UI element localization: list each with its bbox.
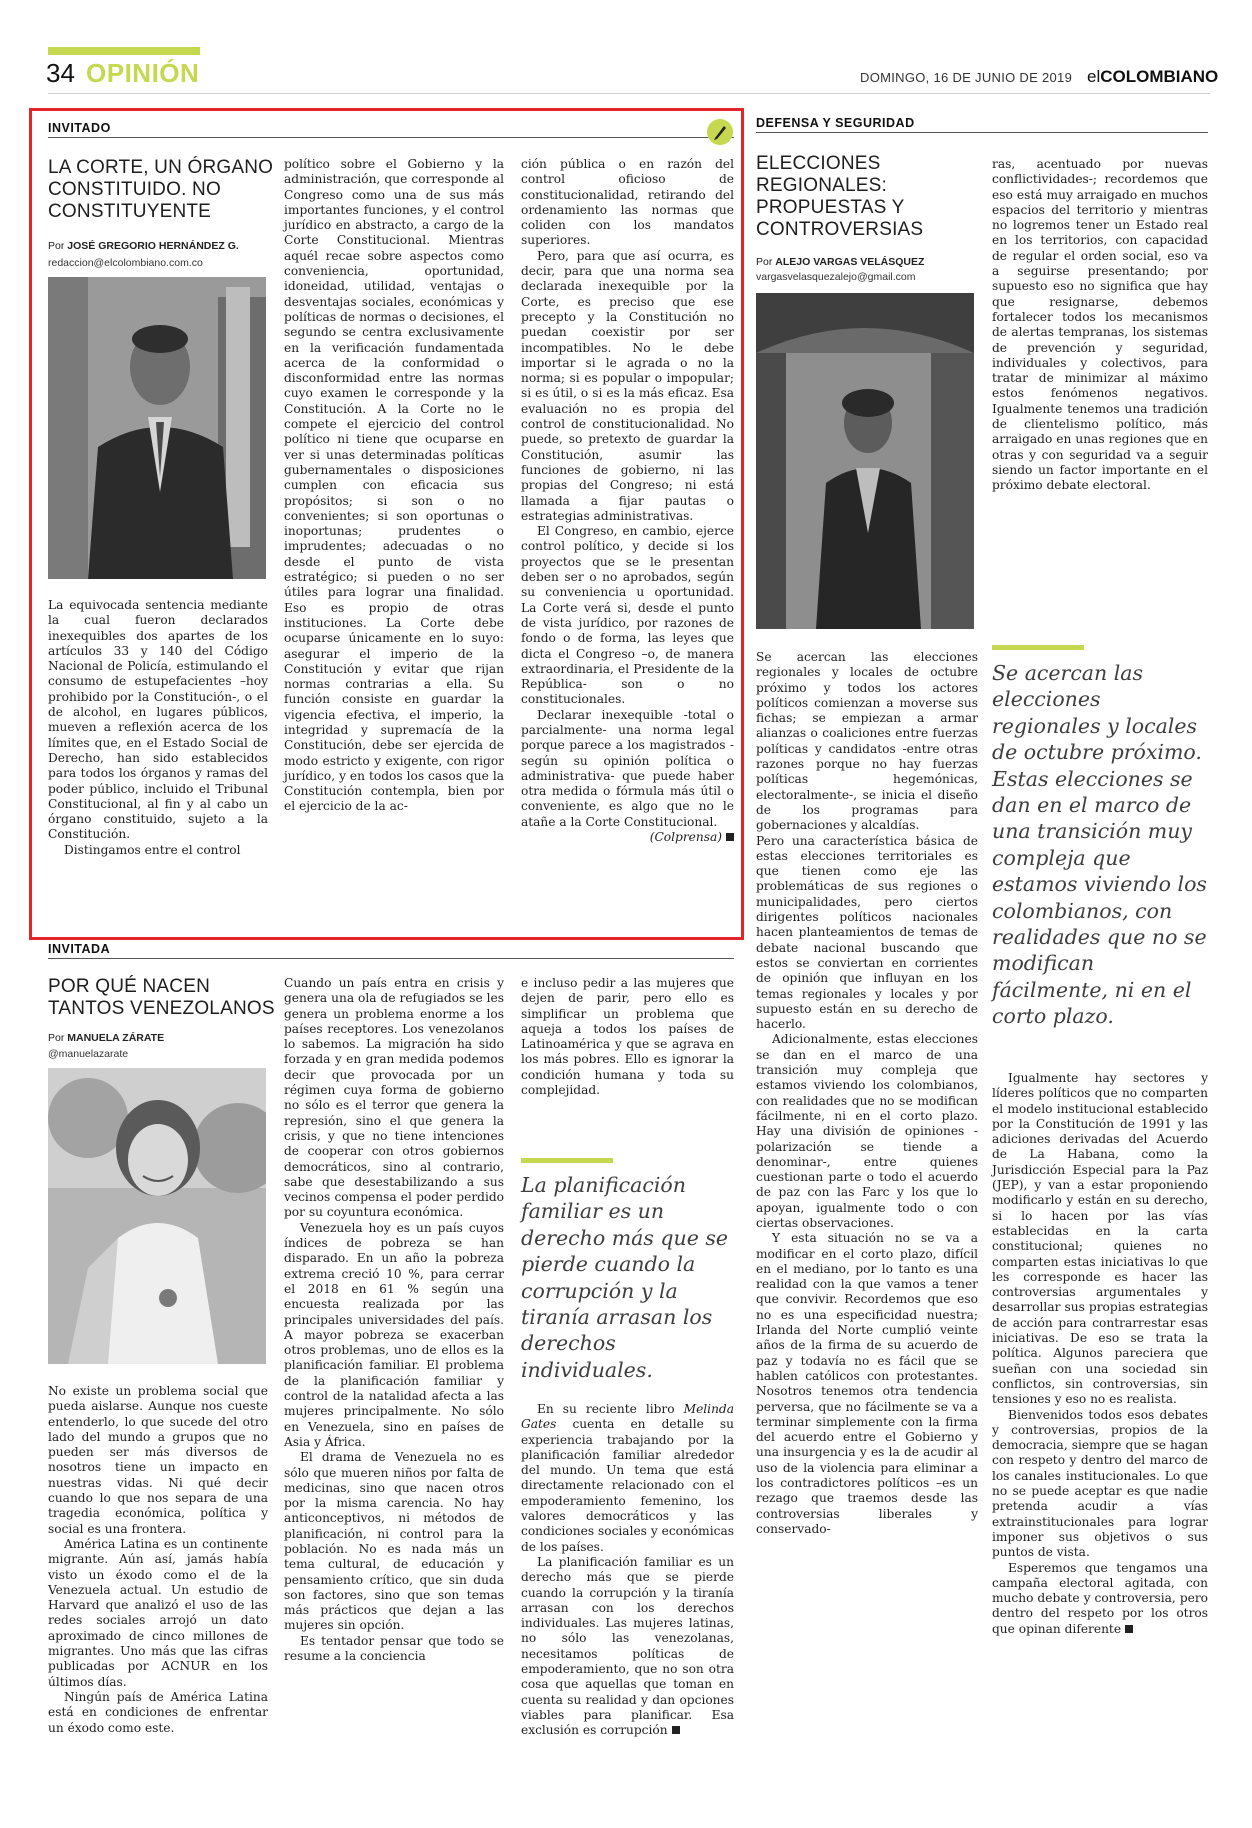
article2-kicker: INVITADA: [48, 942, 111, 956]
article1-column-3: ción pública o en razón del control oficioso de constitucionalidad, retirando del ordenamiento las normas que coliden con los mandatos superiores. Pero, para que así ocurra, es decir, para que una norma sea declarada inexequible por la Corte, es preciso que ese precepto y la Constitución no puedan coexistir por ser incompatibles. No le debe importar si le agrada o no la norma; si es popular o impopular; si es útil, o si es la más eficaz. Esa evaluación no es propia del control de constitucionalidad. No puede, so pretexto de guardar la Constitución, asumir las funciones de gobierno, ni las propias del Congreso; ni está llamada a fijar pautas o estrategias administrativas. El Congreso, en cambio, ejerce control político, y decide si los proyectos que se le presentan deben ser o no aprobados, según su conveniencia u oportunidad. La Corte verá si, desde el punto de vista jurídico, por razones de fondo o de forma, las leyes que dicta el Congreso –o, de manera extraordinaria, el Presidente de la República- son o no constitucionales. Declarar inexequible -total o parcialmente- una norma legal porque parece a los magistrados -según su opinión política o administrativa- que puede haber otra medida o fórmula más útil o conveniente, es algo que no le atañe a la Corte Constitucional. (Colprensa): [521, 157, 734, 845]
header-divider: [48, 93, 1210, 94]
book-title: Melinda Gates: [521, 1402, 734, 1432]
pen-icon: [707, 119, 733, 145]
article2-title: POR QUÉ NACEN TANTOS VENEZOLANOS: [48, 976, 275, 1019]
article2-column-3: e incluso pedir a las mujeres que dejen de parir, pero ello es simplificar un problema que aqueja a todos los países de Latinoamérica y que se agrava en los más pobres. Ello es ignorar la condición humana y toda su complejidad.: [521, 976, 734, 1098]
article2-byline: Por MANUELA ZÁRATE: [48, 1032, 165, 1044]
end-mark: [672, 1726, 680, 1734]
article1-column-1: La equivocada sentencia mediante la cual fueron declarados inexequibles dos apartes de los artículos 33 y 140 del Código Nacional de Policía, estimulando el consumo de estupefacientes –hoy prohibido por la Constitución-, o el de alcohol, en lugares públicos, mueven a reflexión acerca de los límites que, en el Estado Social de Derecho, han sido establecidos para todos los órganos y ramas del poder público, incluido el Tribunal Constitucional, al fin y al cabo un órgano constituido, sujeto a la Constitución. Distingamos entre el control: [48, 598, 268, 857]
article2-pullquote: La planificación familiar es un derecho más que se pierde cuando la corrupción y la tiranía arrasan los derechos individuales.: [521, 1173, 729, 1382]
issue-date: DOMINGO, 16 DE JUNIO DE 2019: [860, 70, 1073, 85]
section-title: OPINIÓN: [86, 58, 200, 88]
article3-title: ELECCIONES REGIONALES: PROPUESTAS Y CONTROVERSIAS: [756, 153, 924, 240]
author-photo-hernandez: [48, 277, 266, 579]
article3-quote-bar: [992, 645, 1084, 650]
article1-email[interactable]: redaccion@elcolombiano.com.co: [48, 257, 203, 269]
article1-byline: Por JOSÉ GREGORIO HERNÁNDEZ G.: [48, 240, 239, 252]
article3-column-1: Se acercan las elecciones regionales y locales de octubre próximo y todos los actores políticos comienzan a moverse sus fichas; se empiezan a armar alianzas o coaliciones entre fuerzas políticas y candidatos -entre otras razones porque no hay fuerzas políticas hegemónicas, electoralmente-, se inicia el diseño de los programas para gobernaciones y alcaldías. Pero una característica básica de estas elecciones territoriales es que tienen como eje las problemáticas de sus regiones o municipalidades, pero ciertos dirigentes políticos nacionales hacen planteamientos de temas de debate nacional buscando que estos se conviertan en corrientes de opinión que influyan en los temas regionales y locales y por supuesto están en su derecho de hacerlo. Adicionalmente, estas elecciones se dan en el marco de una transición muy compleja que estamos viviendo los colombianos, con realidades que no se modifican fácilmente, ni en el corto plazo. Hay una división de opiniones -polarización se tiende a denominar-, entre quienes cuestionan parte o todo el acuerdo de paz con las Farc y los que lo apoyan, igualmente todo o con ciertas observaciones. Y esta situación no se va a modificar en el corto plazo, difícil en el mediano, por lo tanto es una realidad con la que vamos a tener que convivir. Recordemos que eso no es una especificidad nuestra; Irlanda del Norte cumplió veinte años de la firma de su acuerdo de paz y todavía no es fácil que se hablen católicos con protestantes. Nosotros tenemos otra tendencia perversa, que no fácilmente se va a terminar simplemente con la firma del acuerdo entre el Gobierno y una insurgencia y es la de acudir al uso de la violencia para eliminar a los contradictores políticos –es un rezago que traemos desde las controversias liberales y conservado-: [756, 650, 978, 1536]
article3-pullquote: Se acercan las elecciones regionales y locales de octubre próximo. Estas elecciones se dan en el marco de una transición muy compleja que estamos viviendo los colombianos, con realidades que no se modifican fácilmente, ni en el corto plazo.: [992, 661, 1207, 1029]
end-mark: [1125, 1625, 1133, 1633]
article3-byline: Por ALEJO VARGAS VELÁSQUEZ: [756, 256, 925, 268]
article2-handle[interactable]: @manuelazarate: [48, 1048, 129, 1060]
article1-title: LA CORTE, UN ÓRGANO CONSTITUIDO. NO CONSTITUYENTE: [48, 157, 274, 222]
end-mark: [726, 833, 734, 841]
article2-column-1: No existe un problema social que pueda aislarse. Aunque nos cueste entenderlo, lo que sucede del otro lado del mundo a grupos que no pueden ser más diversos de nosotros tiene un impacto en nuestras vidas. Ni qué decir cuando lo que nos separa de una tragedia económica, política y social es una frontera. América Latina es un continente migrante. Aún así, jamás había visto un éxodo como el de la Venezuela actual. Un estudio de Harvard que analizó el uso de las redes sociales arrojó un dato aproximado de cinco millones de migrantes. Uno más que las cifras publicadas por ACNUR en los últimos días. Ningún país de América Latina está en condiciones de enfrentar un éxodo como este.: [48, 1384, 268, 1735]
article2-kicker-rule: [48, 958, 734, 959]
author-photo-vargas: [756, 293, 974, 629]
article3-kicker-rule: [756, 132, 1208, 133]
article3-kicker: DEFENSA Y SEGURIDAD: [756, 116, 915, 130]
article2-quote-bar: [521, 1158, 613, 1163]
article2-column-3b: En su reciente libro Melinda Gates cuenta en detalle su experiencia trabajando por la planificación familiar alrededor del mundo. Un tema que está directamente relacionado con el empoderamiento femenino, los valores democráticos y las condiciones sociales y económicas de los países. La planificación familiar es un derecho más que se pierde cuando la corrupción y la tiranía arrasan con los derechos individuales. Las mujeres latinas, no sólo las venezolanas, necesitamos políticas de empoderamiento, que no son otra cosa que aquellas que toman en cuenta su realidad y dan opciones viables para planificar. Esa exclusión es corrupción: [521, 1402, 734, 1738]
article1-kicker: INVITADO: [48, 121, 111, 135]
header-accent-bar: [48, 47, 200, 55]
article2-column-2: Cuando un país entra en crisis y genera una ola de refugiados se les genera un problema enorme a los países receptores. Los venezolanos lo sabemos. La migración ha sido forzada y en gran medida podemos decir que provocada por un régimen cuya forma de gobierno no sólo es el terror que genera la represión, sino el que genera la crisis, y que no tiene intenciones de cooperar con otros gobiernos democráticos, sino al contrario, sabe que desestabilizando a sus vecinos compensa el poder perdido por su coyuntura económica. Venezuela hoy es un país cuyos índices de pobreza se han disparado. En un año la pobreza extrema creció 10 %, para cerrar el 2018 en 61 % según una encuesta realizada por las principales universidades del país. A mayor pobreza se exacerban otros problemas, uno de ellos es la planificación familiar. El problema de la planificación familiar y control de la natalidad afecta a las mujeres principalmente. No sólo en Venezuela, sino en países de Asia y África. El drama de Venezuela no es sólo que mueren niños por falta de medicinas, sino que nacen otros por la misma carencia. No hay anticonceptivos, ni métodos de planificación, ni control para la población. No es nada más un tema cultural, de educación y pensamiento crítico, que sin duda son factores, sino que son temas más prácticos que dejan a las mujeres sin opción. Es tentador pensar que todo se resume a la conciencia: [284, 976, 504, 1664]
article1-credit: (Colprensa): [649, 830, 722, 845]
article3-column-2b: Igualmente hay sectores y líderes políticos que no comparten el modelo institucional establecido por la Constitución de 1991 y las adiciones derivadas del Acuerdo de La Habana, como la Jurisdicción Especial para la Paz (JEP), y van a estar proponiendo modificarlo y están en su derecho, si lo hacen por las vías establecidas en la carta constitucional; quienes no comparten estas iniciativas lo que les corresponde es hacer las controversias argumentales y desarrollar sus propias estrategias de acción para contrarrestar esas iniciativas. De eso se trata la política. Algunos pareciera que sueñan con una sociedad sin conflictos, sin controversias, sin tensiones y eso no es realista. Bienvenidos todos esos debates y controversias, propios de la democracia, siempre que se hagan con respeto y dentro del marco de los canales institucionales. Lo que no se puede aceptar es que nadie pretenda acudir a vías extrainstitucionales para lograr imponer sus objetivos o sus puntos de vista. Esperemos que tengamos una campaña electoral agitada, con mucho debate y controversia, pero dentro del respeto por los otros que opinan diferente: [992, 1071, 1208, 1636]
article1-kicker-rule: [48, 137, 734, 138]
article1-column-2: político sobre el Gobierno y la administración, que corresponde al Congreso como una de sus más importantes funciones, y el control jurídico en abstracto, a cargo de la Corte Constitucional. Mientras aquél recae sobre aspectos como conveniencia, oportunidad, idoneidad, utilidad, ventajas o desventajas sociales, económicas y políticas de normas o decisiones, el segundo se centra exclusivamente en la verificación fundamentada acerca de la conformidad o disconformidad entre las normas cuyo examen le corresponde y la Constitución. A la Corte no le compete el ejercicio del control político ni tiene que ocuparse en ver si unas determinadas políticas gubernamentales o disposiciones cumplen con eficacia sus propósitos; si son o no convenientes; si son oportunas o inoportunas; prudentes o imprudentes; adecuadas o no desde el punto de vista estratégico; si pueden o no ser útiles para lograr una finalidad. Eso es propio de otras instituciones. La Corte debe ocuparse únicamente en lo suyo: asegurar el imperio de la Constitución y evitar que rijan normas contrarias a ella. Su función consiste en guardar la vigencia efectiva, el imperio, la integridad y supremacía de la Constitución, debe ser ejercida de modo estricto y exigente, con rigor jurídico, y en todos los casos que la Constitución contempla, bien por el ejercicio de la ac-: [284, 157, 504, 814]
article3-column-2: ras, acentuado por nuevas conflictividades-; recordemos que eso está muy arraigado en muchos espacios del territorio y mientras no logremos tener un Estado real en los territorios, con capacidad de regular el orden social, eso va a seguirse presentando; por supuesto eso no significa que hay que resignarse, debemos fortalecer todos los mecanismos de alertas tempranas, los sistemas de prevención y seguridad, individuales y colectivos, para tratar de minimizar al máximo estos fenómenos negativos. Igualmente tenemos una tradición de clientelismo político, más arraigado en unas regiones que en otras y con seguridad va a seguir siendo un factor importante en el próximo debate electoral.: [992, 157, 1208, 493]
page-number: 34: [46, 58, 75, 88]
article3-email[interactable]: vargasvelasquezalejo@gmail.com: [756, 271, 916, 283]
author-photo-zarate: [48, 1068, 266, 1364]
newspaper-logo: elCOLOMBIANO: [1087, 67, 1219, 86]
